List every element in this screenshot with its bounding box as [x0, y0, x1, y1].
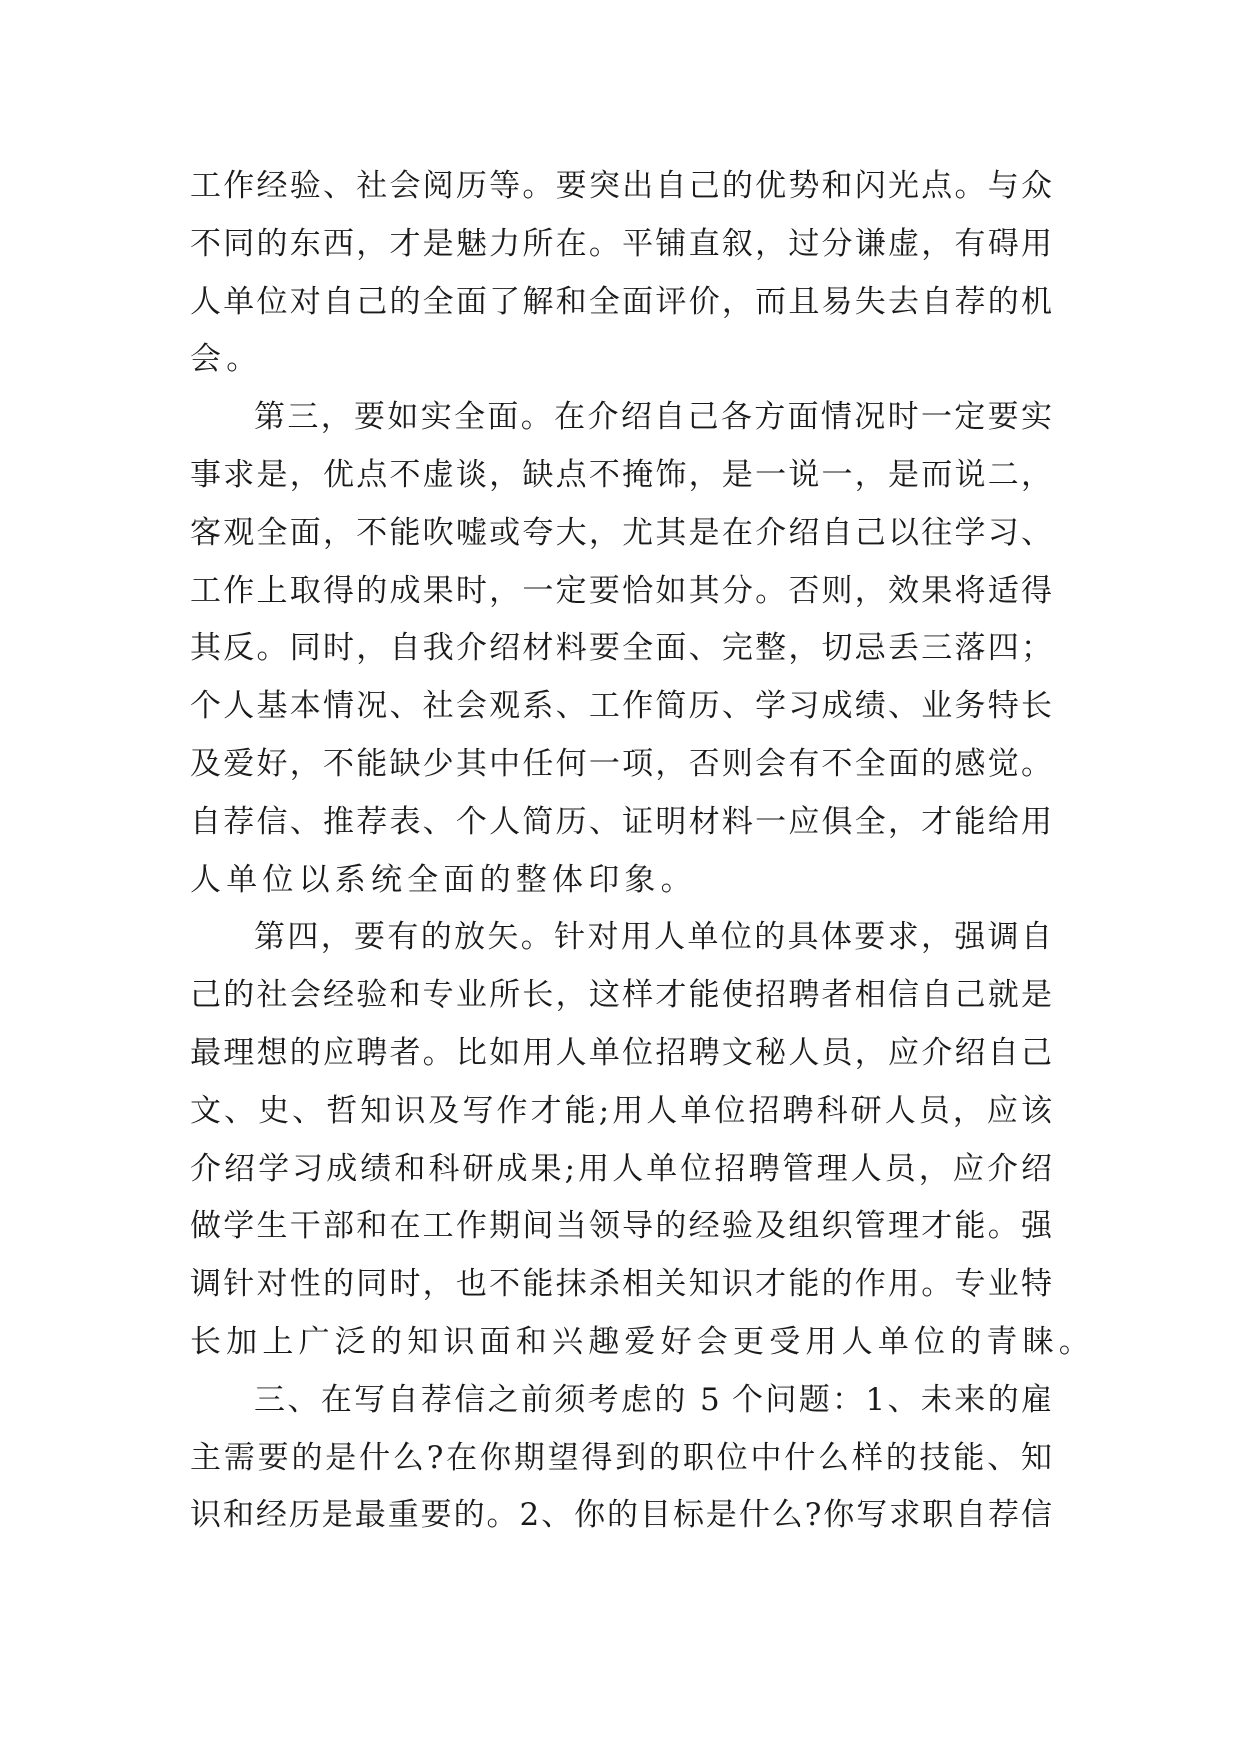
text-line: 最理想的应聘者。比如用人单位招聘文秘人员，应介绍自己 — [190, 1034, 1052, 1071]
text-line: 介绍学习成绩和科研成果;用人单位招聘管理人员，应介绍 — [190, 1150, 1052, 1187]
text-line: 长加上广泛的知识面和兴趣爱好会更受用人单位的青睐。 — [190, 1323, 1095, 1360]
text-line: 其反。同时，自我介绍材料要全面、完整，切忌丢三落四； — [190, 630, 1052, 667]
text-line: 人单位以系统全面的整体印象。 — [190, 861, 697, 898]
text-line: 主需要的是什么?在你期望得到的职位中什么样的技能、知 — [190, 1439, 1052, 1476]
text-line: 会。 — [190, 341, 263, 378]
text-line: 自荐信、推荐表、个人简历、证明材料一应俱全，才能给用 — [190, 803, 1052, 840]
paragraph-start-line: 三、在写自荐信之前须考虑的 5 个问题：1、未来的雇 — [254, 1381, 1052, 1418]
document-body — [190, 158, 1095, 1545]
text-line: 工作经验、社会阅历等。要突出自己的优势和闪光点。与众 — [190, 168, 1052, 204]
text-line: 事求是，优点不虚谈，缺点不掩饰，是一说一，是而说二， — [190, 456, 1052, 493]
text-line: 人单位对自己的全面了解和全面评价，而且易失去自荐的机 — [190, 283, 1052, 320]
text-line: 调针对性的同时，也不能抹杀相关知识才能的作用。专业特 — [190, 1266, 1052, 1303]
text-line: 不同的东西，才是魅力所在。平铺直叙，过分谦虚，有碍用 — [190, 225, 1052, 262]
text-line: 识和经历是最重要的。2、你的目标是什么?你写求职自荐信 — [190, 1497, 1052, 1534]
text-line: 文、史、哲知识及写作才能;用人单位招聘科研人员，应该 — [190, 1092, 1052, 1129]
text-line: 个人基本情况、社会观系、工作简历、学习成绩、业务特长 — [190, 688, 1052, 725]
text-line: 客观全面，不能吹嘘或夸大，尤其是在介绍自己以往学习、 — [190, 514, 1052, 551]
paragraph-start-line: 第三，要如实全面。在介绍自己各方面情况时一定要实 — [254, 399, 1052, 436]
text-line: 做学生干部和在工作期间当领导的经验及组织管理才能。强 — [190, 1208, 1052, 1245]
text-line: 及爱好，不能缺少其中任何一项，否则会有不全面的感觉。 — [190, 745, 1052, 782]
text-line: 工作上取得的成果时，一定要恰如其分。否则，效果将适得 — [190, 572, 1052, 609]
paragraph-start-line: 第四，要有的放矢。针对用人单位的具体要求，强调自 — [254, 919, 1052, 956]
text-line: 己的社会经验和专业所长，这样才能使招聘者相信自己就是 — [190, 977, 1052, 1014]
